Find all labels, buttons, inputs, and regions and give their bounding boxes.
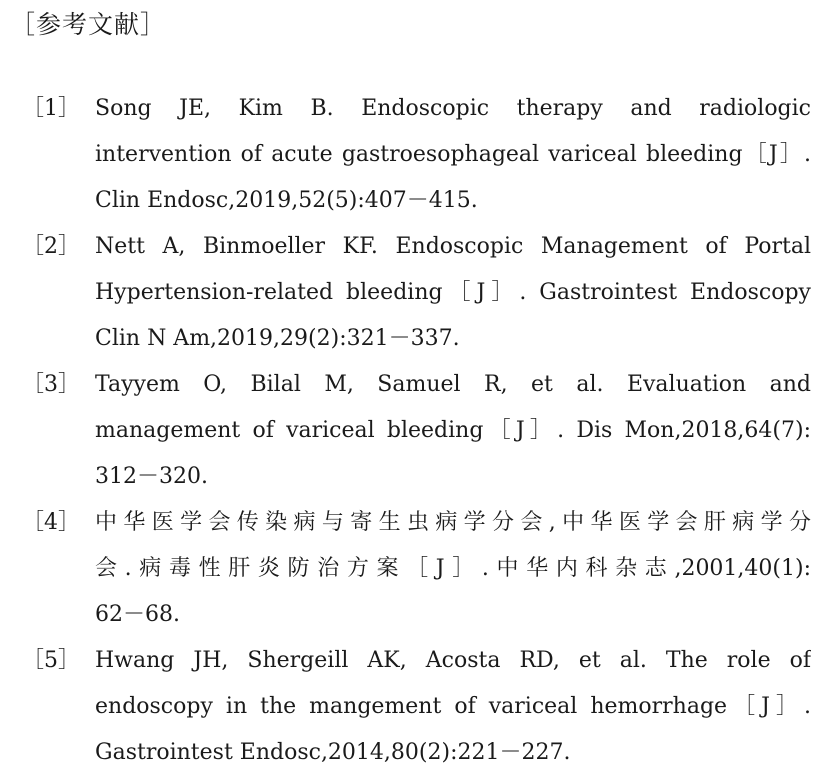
- reference-item-3: [0, 362, 823, 500]
- reference-line: 中华医学会传染病与寄生虫病学分会,中华医学会肝病学分: [95, 510, 811, 535]
- reference-line: Gastrointest Endosc,2014,80(2):221－227.: [95, 740, 571, 765]
- reference-number: ［5］: [22, 648, 80, 673]
- reference-text: [95, 224, 811, 362]
- reference-line: Clin Endosc,2019,52(5):407－415.: [95, 188, 478, 213]
- reference-text: [95, 638, 811, 776]
- reference-line: management of variceal bleeding［J］. Dis Mon,2018,64(7):: [95, 418, 811, 443]
- reference-line: Clin N Am,2019,29(2):321－337.: [95, 326, 460, 351]
- reference-line: 312－320.: [95, 464, 208, 489]
- reference-line: Hypertension-related bleeding［J］. Gastrointest Endoscopy: [95, 280, 811, 305]
- reference-number: ［1］: [22, 96, 80, 121]
- reference-text: [95, 500, 811, 638]
- reference-line: intervention of acute gastroesophageal variceal bleeding［J］.: [95, 142, 811, 167]
- reference-text: [95, 86, 811, 224]
- reference-list: [0, 86, 823, 776]
- reference-number: ［4］: [22, 510, 80, 535]
- reference-item-1: [0, 86, 823, 224]
- reference-line: 会.病毒性肝炎防治方案［J］.中华内科杂志,2001,40(1):: [95, 556, 811, 581]
- reference-line: Nett A, Binmoeller KF. Endoscopic Management of Portal: [95, 234, 811, 259]
- reference-number: ［3］: [22, 372, 80, 397]
- reference-line: Tayyem O, Bilal M, Samuel R, et al. Evaluation and: [95, 372, 811, 397]
- reference-item-2: [0, 224, 823, 362]
- reference-item-5: [0, 638, 823, 776]
- reference-text: [95, 362, 811, 500]
- reference-number: ［2］: [22, 234, 80, 259]
- references-heading: ［参考文献］: [10, 10, 167, 39]
- reference-line: Song JE, Kim B. Endoscopic therapy and radiologic: [95, 96, 811, 121]
- reference-item-4: [0, 500, 823, 638]
- reference-line: Hwang JH, Shergeill AK, Acosta RD, et al. The role of: [95, 648, 811, 673]
- reference-line: endoscopy in the mangement of variceal hemorrhage［J］.: [95, 694, 811, 719]
- reference-line: 62－68.: [95, 602, 180, 627]
